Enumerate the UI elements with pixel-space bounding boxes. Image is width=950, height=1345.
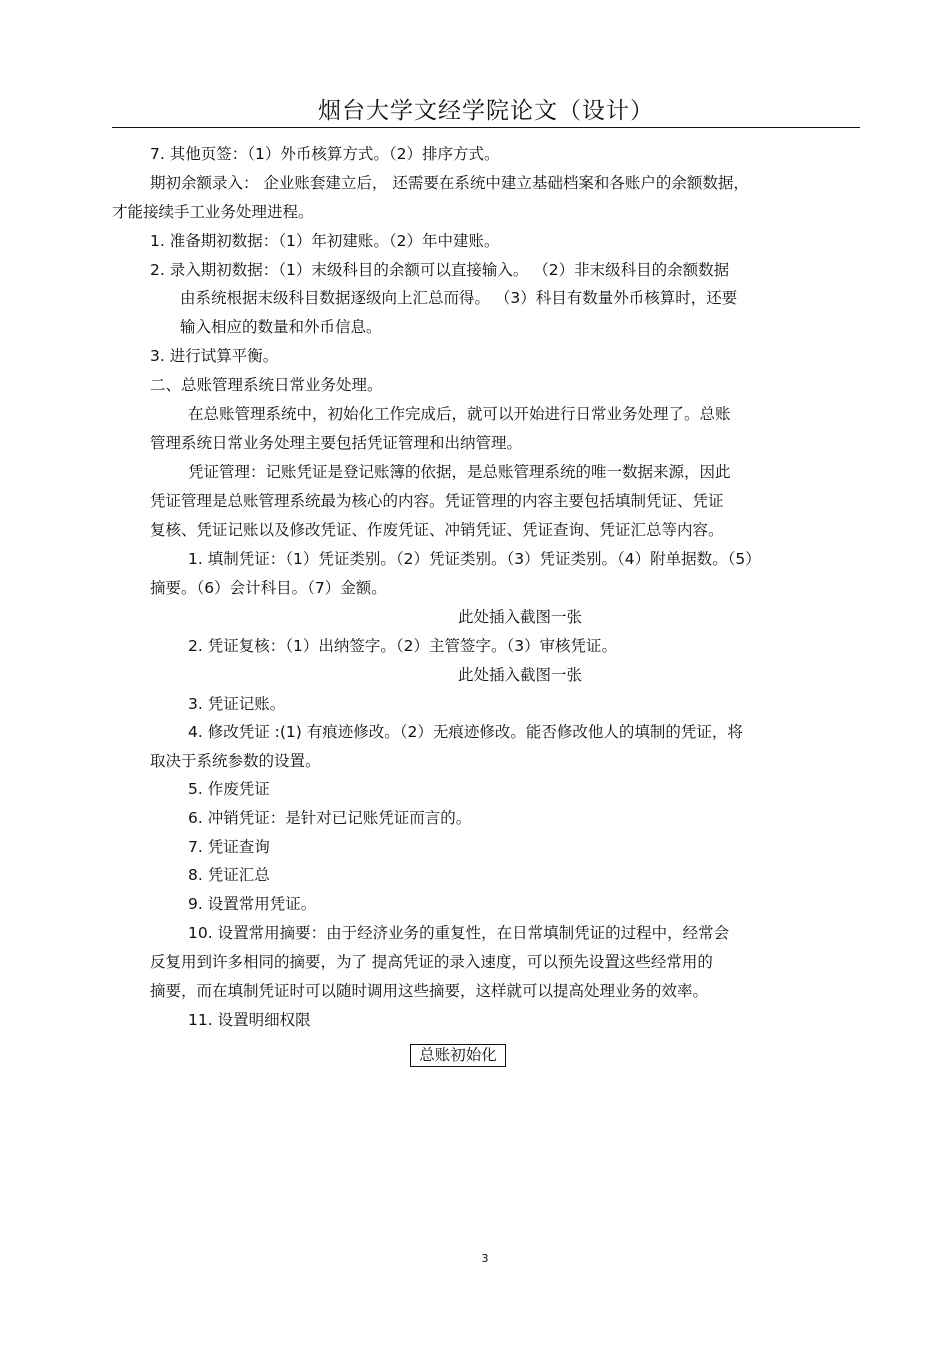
text-line-13: 凭证管理是总账管理系统最为核心的内容。凭证管理的内容主要包括填制凭证、凭证: [150, 492, 724, 510]
text-line-30: 摘要，而在填制凭证时可以随时调用这些摘要，这样就可以提高处理业务的效率。: [150, 982, 709, 1000]
text-line-20: 3. 凭证记账。: [188, 695, 286, 713]
text-line-4: 1. 准备期初数据：（1）年初建账。（2）年中建账。: [150, 232, 500, 250]
text-line-8: 3. 进行试算平衡。: [150, 347, 279, 365]
page-header-title: 烟台大学文经学院论文（设计）: [318, 98, 654, 124]
text-line-18: 2. 凭证复核：（1）出纳签字。（2）主管签字。（3）审核凭证。: [188, 637, 618, 655]
text-line-28: 10. 设置常用摘要：由于经济业务的重复性，在日常填制凭证的过程中，经常会: [188, 924, 730, 942]
text-line-21: 4. 修改凭证 :(1) 有痕迹修改。（2）无痕迹修改。能否修改他人的填制的凭证，将: [188, 723, 743, 741]
text-line-5: 2. 录入期初数据：（1）末级科目的余额可以直接输入。 （2）非末级科目的余额数据: [150, 261, 730, 279]
text-line-11: 管理系统日常业务处理主要包括凭证管理和出纳管理。: [150, 434, 523, 452]
text-line-31: 11. 设置明细权限: [188, 1011, 311, 1029]
text-line-7: 输入相应的数量和外币信息。: [180, 318, 382, 336]
text-line-25: 7. 凭证查询: [188, 838, 270, 856]
text-line-24: 6. 冲销凭证：是针对已记账凭证而言的。: [188, 809, 472, 827]
text-line-2: 期初余额录入： 企业账套建立后， 还需要在系统中建立基础档案和各账户的余额数据，: [150, 174, 749, 192]
screenshot-placeholder-2: 此处插入截图一张: [457, 666, 582, 684]
text-line-23: 5. 作废凭证: [188, 780, 270, 798]
text-line-10: 在总账管理系统中，初始化工作完成后，就可以开始进行日常业务处理了。总账: [188, 405, 731, 423]
text-line-27: 9. 设置常用凭证。: [188, 895, 317, 913]
page-number: 3: [481, 1252, 489, 1265]
text-line-14: 复核、凭证记账以及修改凭证、作废凭证、冲销凭证、凭证查询、凭证汇总等内容。: [150, 521, 724, 539]
text-line-6: 由系统根据末级科目数据逐级向上汇总而得。 （3）科目有数量外币核算时，还要: [180, 289, 738, 307]
text-line-29: 反复用到许多相同的摘要，为了 提高凭证的录入速度，可以预先设置这些经常用的: [150, 953, 713, 971]
boxed-label: 总账初始化: [410, 1044, 506, 1067]
text-line-15: 1. 填制凭证：（1）凭证类别。（2）凭证类别。（3）凭证类别。（4）附单据数。（5）: [188, 550, 761, 568]
screenshot-placeholder-1: 此处插入截图一张: [457, 608, 582, 626]
text-line-16: 摘要。（6）会计科目。（7）金额。: [150, 579, 387, 597]
text-line-22: 取决于系统参数的设置。: [150, 752, 321, 770]
header-rule: [112, 127, 860, 128]
text-line-1: 7. 其他页签：（1）外币核算方式。（2）排序方式。: [150, 145, 500, 163]
text-line-12: 凭证管理：记账凭证是登记账簿的依据，是总账管理系统的唯一数据来源，因此: [188, 463, 731, 481]
text-line-3: 才能接续手工业务处理进程。: [112, 203, 314, 221]
text-line-26: 8. 凭证汇总: [188, 866, 270, 884]
section-heading: 二、总账管理系统日常业务处理。: [150, 376, 383, 394]
